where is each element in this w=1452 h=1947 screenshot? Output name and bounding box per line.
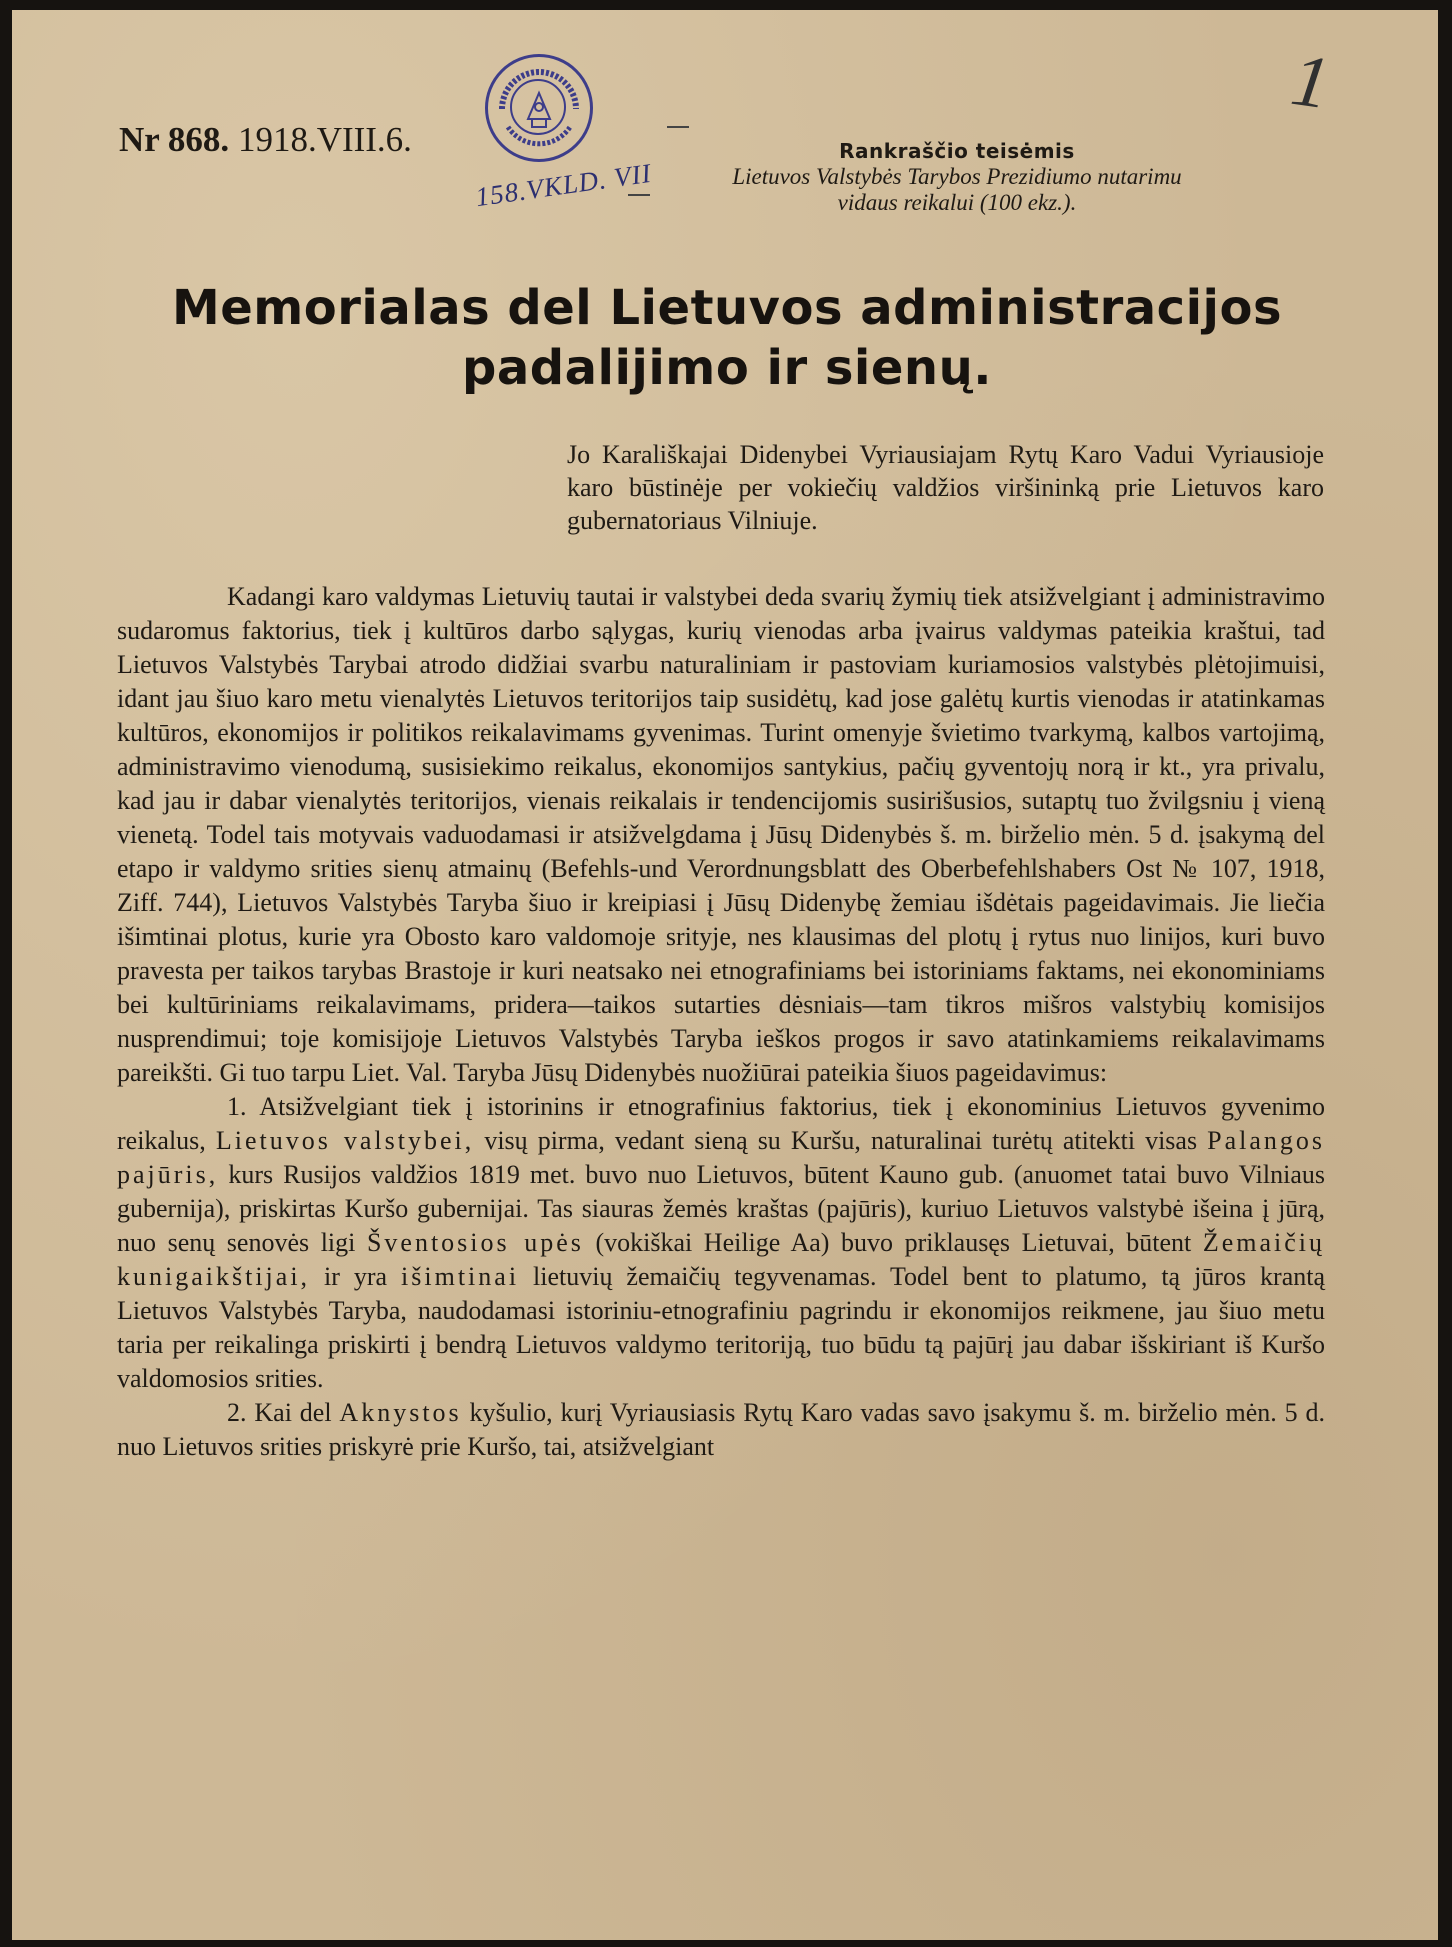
rights-line-2: vidaus reikalui (100 ekz.). xyxy=(837,190,1077,215)
body-paragraph-2 xyxy=(117,1090,1325,1396)
library-stamp xyxy=(485,54,593,162)
emphasis-text: išimtinai xyxy=(401,1262,520,1291)
handwritten-page-number: 1 xyxy=(1286,38,1335,126)
paragraph-text: 2. Kai del xyxy=(227,1398,332,1427)
divider-dash xyxy=(628,194,650,196)
document-nr-label: Nr 868. xyxy=(119,120,230,159)
document-date: 1918.VIII.6. xyxy=(237,120,412,159)
emphasis-text: Šventosios upės xyxy=(366,1228,584,1257)
rights-line-1: Lietuvos Valstybės Tarybos Prezidiumo nutarimu xyxy=(732,164,1182,189)
addressee-text: Jo Karališkajai Didenybei Vyriausiajam Rytų Karo Vadui Vyriausioje karo būstinėje per vokiečių valdžios viršininką prie Lietuvos karo gubernatoriaus Vilniuje. xyxy=(567,440,1324,535)
emphasis-text: Žemaičių kunigaikštijai, xyxy=(117,1228,1326,1291)
body-paragraph-1: Kadangi karo valdymas Lietuvių tautai ir valstybei deda svarių žymių tiek atsižvelgiant į administravimo sudaromus faktorius, tiek į kultūros darbo sąlygas, kurių vienodas arba įvairus valdymas pateikia kraštui, tad Lietuvos Valstybės Tarybai atrodo didžiai svarbu naturaliniam ir pastoviam kuriamosios valstybės plėtojimuisi, idant jau šiuo karo metu vienalytės Lietuvos teritorijos taip susidėtų, kad jose galėtų kurtis vienodas ir atatinkamas kultūros, ekonomijos ir politikos reikalavimams gyvenimas. Turint omenyje švietimo tvarkymą, kalbos vartojimą, administravimo vienodumą, susisiekimo reikalus, ekonomijos santykius, pačių gyventojų norą ir kt., yra privalu, kad jau ir dabar vienalytės teritorijos, vienais reikalais ir tendencijomis susirišusios, sutaptų tuo žvilgsniu į vieną vienetą. Todel tais motyvais vaduodamasi ir atsižvelgdama į Jūsų Didenybės š. m. birželio mėn. 5 d. įsakymą del etapo ir valdymo srities sienų atmainų (Befehls-und Verordnungsblatt des Oberbefehlshabers Ost № 107, 1918, Ziff. 744), Lietuvos Valstybės Taryba šiuo ir kreipiasi į Jūsų Didenybę žemiau išdėtais pageidavimais. Jie liečia išimtinai plotus, kurie yra Obosto karo valdomoje srityje, nes klausimas del plotų į rytus nuo linijos, kuri buvo pravesta per taikos tarybas Brastoje ir kuri neatsako nei etnografiniams bei istoriniams faktams, nei ekonominiams bei kultūriniams reikalavimams, pridera—taikos sutarties dėsniais—tam tikros mišros valstybių komisijos nusprendimui; toje komisijoje Lietuvos Valstybės Taryba ieškos progos ir savo atatinkamiems reikalavimams pareikšti. Gi tuo tarpu Liet. Val. Taryba Jūsų Didenybės nuožiūrai pateikia šiuos pageidavimus: xyxy=(117,582,1325,1087)
paragraph-text: 1. Atsižvelgiant tiek į istorinins ir etnografinius faktorius, tiek į ekonominius Lietuvos gyvenimo reikalus, xyxy=(117,1092,1325,1155)
handwritten-archive-number: 158.VKLD. VII xyxy=(473,157,654,213)
memorial-body xyxy=(117,580,1325,1464)
paragraph-text: kurs Rusijos valdžios 1819 met. buvo nuo Lietuvos, būtent Kauno gub. (anuomet tatai buvo Vilniaus gubernija), priskirtas Kuršo gubernijai. Tas siauras žemės kraštas (pajūris), kuriuo Lietuvos valstybė išeina į jūrą, nuo senų senovės ligi xyxy=(117,1160,1326,1257)
addressee-block xyxy=(567,438,1324,537)
document-number xyxy=(119,120,412,160)
body-paragraph-3 xyxy=(117,1396,1325,1464)
title-line-1: Memorialas del Lietuvos administracijos xyxy=(171,280,1283,336)
rights-title: Rankraščio teisėmis xyxy=(839,139,1075,163)
paragraph-text: kyšulio, kurį Vyriausiasis Rytų Karo vadas savo įsakymu š. m. birželio mėn. 5 d. nuo Lietuvos srities priskyrė prie Kuršo, tai, atsižvelgiant xyxy=(117,1398,1325,1461)
paragraph-text: (vokiškai Heilige Aa) buvo priklausęs Lietuvai, būtent xyxy=(595,1228,1192,1257)
paragraph-text: visų pirma, vedant sieną su Kuršu, naturalinai turėtų atitekti visas xyxy=(484,1126,1198,1155)
emphasis-text: Lietuvos valstybei, xyxy=(215,1126,475,1155)
paragraph-text: lietuvių žemaičių tegyvenamas. Todel bent to platumo, tą jūros krantą Lietuvos Valstybės Taryba, naudodamasi istoriniu-etnografiniu pagrindu ir ekonomijos reikmene, jau šiuo metu taria per reikalinga priskirti į bendrą Lietuvos valdymo teritoriją, tuo būdu tą pajūrį jau dabar išskiriant iš Kuršo valdomosios srities. xyxy=(117,1262,1325,1393)
stamp-emblem-icon xyxy=(488,57,590,159)
paragraph-text: ir yra xyxy=(324,1262,388,1291)
document-page xyxy=(12,10,1438,1940)
title-line-2: padalijimo ir sienų. xyxy=(461,340,992,396)
emphasis-text: Aknystos xyxy=(339,1398,462,1427)
manuscript-rights-note xyxy=(702,138,1212,216)
document-title xyxy=(122,278,1332,398)
emphasis-text: Palangos pajūris, xyxy=(117,1126,1326,1189)
divider-dash xyxy=(667,126,689,128)
